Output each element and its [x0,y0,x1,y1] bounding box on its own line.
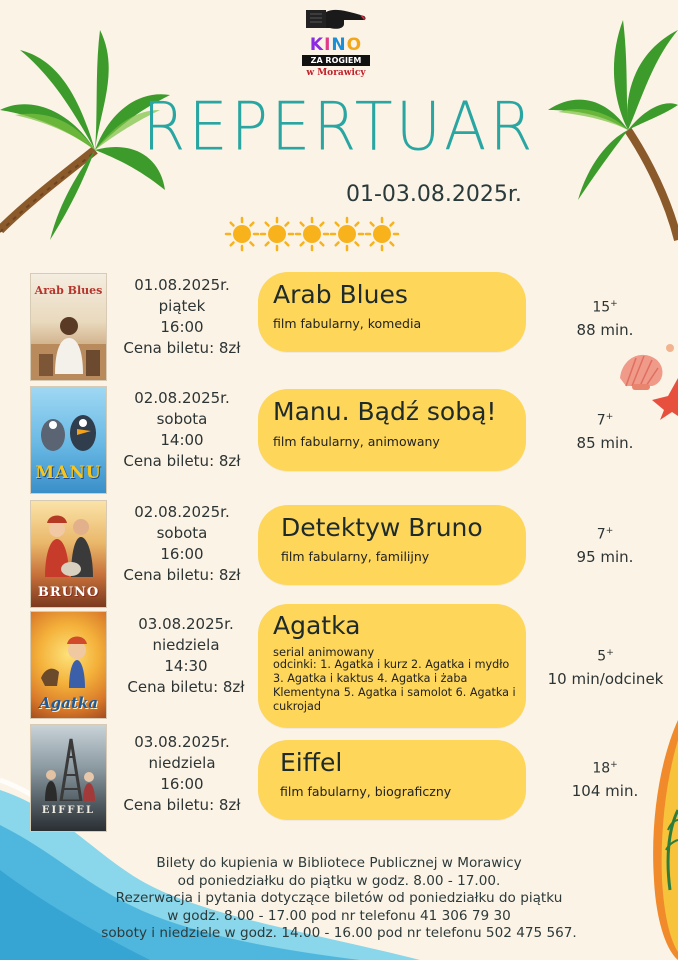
movie-duration: 85 min. [576,433,634,452]
movie-title: Manu. Bądź sobą! [273,397,497,426]
movie-poster-agatka[interactable]: Agatka [30,611,107,719]
movie-poster-manu[interactable]: MANU [30,386,107,494]
sun-icon [261,218,293,250]
screening-day: niedziela [152,636,220,654]
screening-info [112,275,252,359]
movie-duration: 95 min. [576,547,634,566]
sun-icon [366,218,398,250]
movie-title: Detektyw Bruno [281,513,483,542]
poster-art-image [31,735,106,801]
page-title: REPERTUAR [142,87,536,166]
movie-genre: film fabularny, animowany [273,434,440,449]
screening-info [112,388,252,472]
sun-row-decoration [224,216,400,252]
ticket-price: Cena biletu: 8zł [123,566,241,584]
movie-poster-arab-blues[interactable]: Arab Blues [30,273,107,381]
sun-icon [296,218,328,250]
sun-icon [331,218,363,250]
age-rating: 5+ [597,648,614,665]
ticket-price: Cena biletu: 8zł [123,339,241,357]
movie-title: Arab Blues [273,280,408,309]
logo-za-rogiem: ZA ROGIEM [302,55,370,66]
screening-date: 03.08.2025r. [134,733,230,751]
age-rating: 18+ [592,760,618,777]
ticket-price: Cena biletu: 8zł [123,452,241,470]
poster-art-image [31,395,106,465]
pointing-hand-icon [304,6,368,32]
movie-genre: film fabularny, komedia [273,316,422,331]
screening-info [112,732,252,816]
ticket-price: Cena biletu: 8zł [123,796,241,814]
screening-day: sobota [156,410,208,428]
poster-art-image [31,304,106,380]
screening-date: 02.08.2025r. [134,389,230,407]
footer-line: Rezerwacja i pytania dotyczące biletów od poniedziałku do piątku [115,890,563,906]
screening-day: niedziela [148,754,216,772]
movie-poster-bruno[interactable]: BRUNO [30,500,107,608]
footer-line: w godz. 8.00 - 17.00 pod nr telefonu 41 306 79 30 [167,907,511,924]
age-rating: 15+ [592,299,618,316]
age-rating: 7+ [596,526,614,543]
movie-genre: film fabularny, familijny [281,549,430,564]
age-duration [540,520,670,568]
ticket-price: Cena biletu: 8zł [127,678,245,696]
poster-art-image [31,630,106,690]
date-range: 01-03.08.2025r. [346,182,522,207]
screening-date: 03.08.2025r. [138,615,234,633]
poster-art-image [31,507,106,579]
screening-time: 14:00 [160,431,204,449]
movie-card-arab-blues[interactable] [258,272,526,352]
sun-icon [226,218,258,250]
screening-time: 16:00 [160,318,204,336]
age-duration [540,406,670,454]
movie-card-eiffel[interactable] [258,740,526,820]
movie-card-detektyw-bruno[interactable] [258,505,526,585]
movie-episodes: odcinki: 1. Agatka i kurz 2. Agatka i mydło 3. Agatka i kaktus 4. Agatka i żaba Klementyna 5. Agatka i samolot 6. Agatka i cukrojad [273,658,516,713]
screening-day: sobota [156,524,208,542]
age-rating: 7+ [596,412,614,429]
screening-time: 16:00 [160,775,204,793]
movie-duration: 10 min/odcinek [547,669,664,688]
movie-duration: 104 min. [571,781,639,800]
movie-poster-eiffel[interactable]: EIFFEL [30,724,107,832]
footer-line: od poniedziałku do piątku w godz. 8.00 - 17.00. [177,872,501,889]
movie-title: Agatka [273,611,361,640]
screening-date: 01.08.2025r. [134,276,230,294]
movie-card-manu[interactable] [258,389,526,471]
age-duration [540,754,670,802]
ticket-info-footer [0,855,678,943]
cinema-logo [298,6,374,86]
movie-card-agatka[interactable] [258,604,526,728]
screening-info [116,614,256,698]
movie-genre: serial animowany [273,645,375,659]
logo-town: w Morawicy [306,68,366,78]
age-duration [533,642,678,690]
movie-title: Eiffel [280,748,343,777]
screening-time: 16:00 [160,545,204,563]
footer-line: soboty i niedziele w godz. 14.00 - 16.00 pod nr telefonu 502 475 567. [101,925,577,941]
screening-day: piątek [158,297,206,315]
footer-line: Bilety do kupienia w Bibliotece Publicznej w Morawicy [156,855,522,871]
screening-date: 02.08.2025r. [134,503,230,521]
logo-kino-text: KINO [309,35,363,55]
screening-time: 14:30 [164,657,208,675]
movie-genre: film fabularny, biograficzny [280,784,452,799]
screening-info [112,502,252,586]
movie-duration: 88 min. [576,320,634,339]
age-duration [540,293,670,341]
